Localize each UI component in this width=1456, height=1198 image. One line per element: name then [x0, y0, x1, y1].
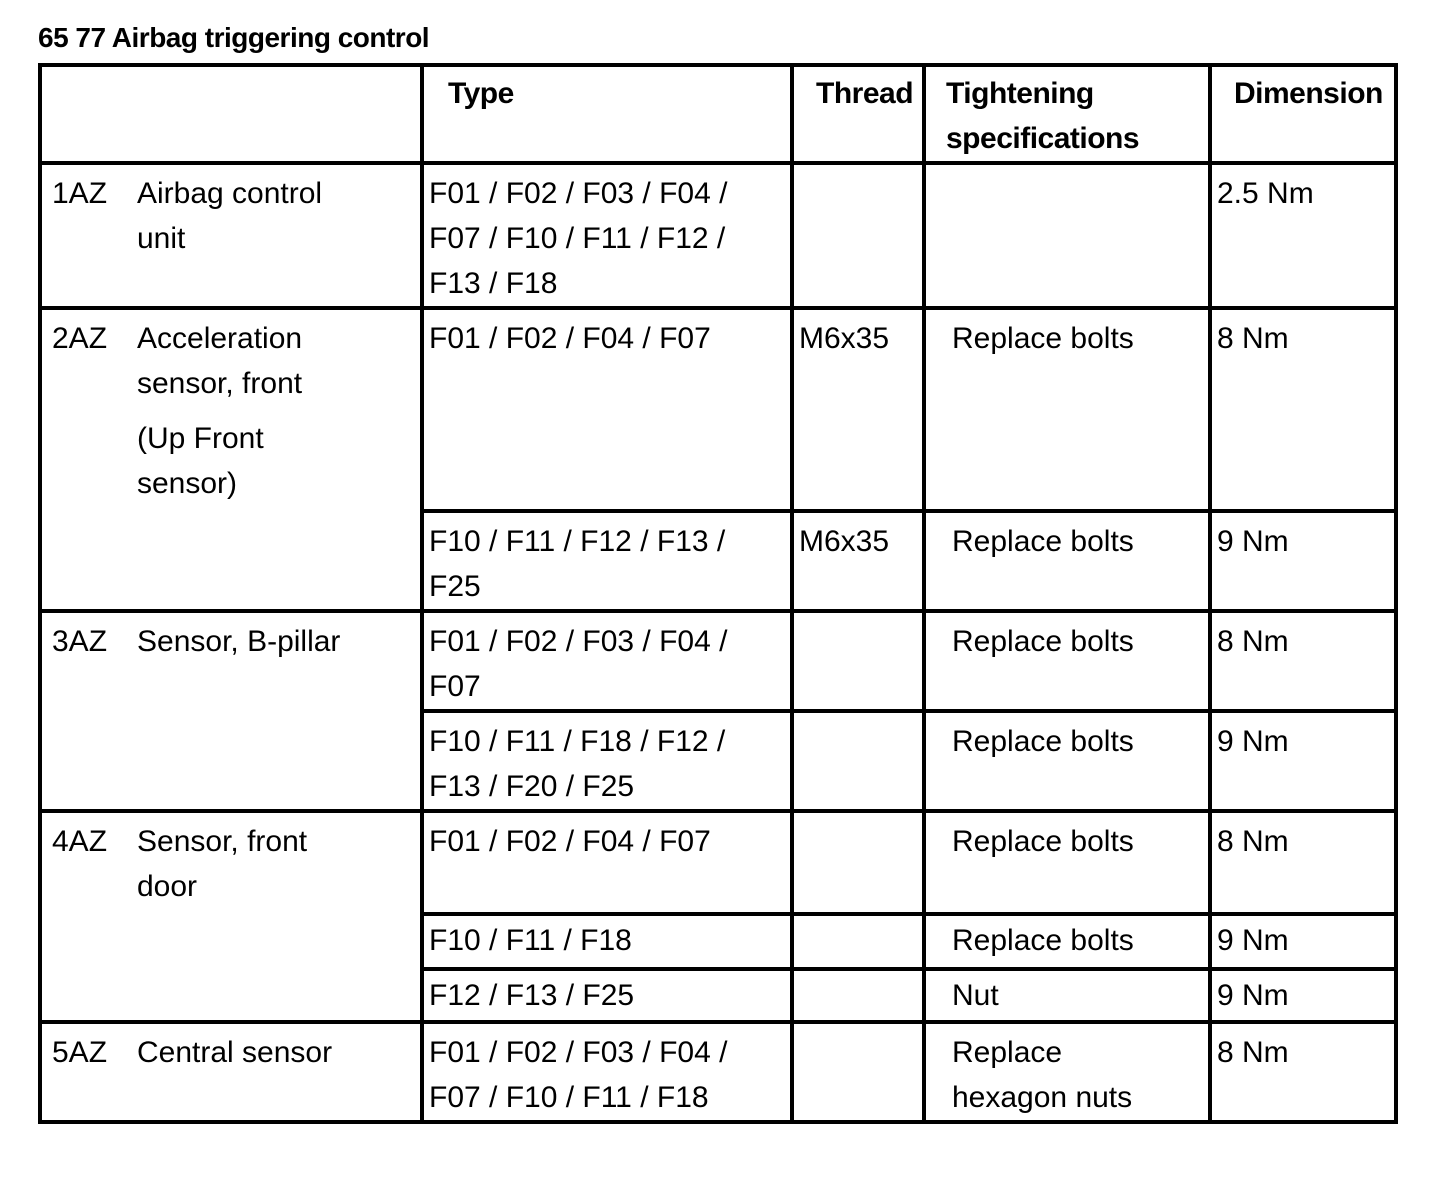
- dimension-cell: 8 Nm: [1210, 1022, 1396, 1122]
- dimension-cell: 9 Nm: [1210, 511, 1396, 611]
- spec-cell: Replace bolts: [924, 811, 1210, 914]
- type-cell: F01 / F02 / F03 / F04 / F07 / F10 / F11 / F12 / F13 / F18: [422, 163, 792, 308]
- thread-cell: [792, 1022, 924, 1122]
- type-cell: F01 / F02 / F04 / F07: [422, 308, 792, 511]
- dimension-cell: 8 Nm: [1210, 308, 1396, 511]
- component-code: 3AZ: [52, 625, 108, 658]
- dimension-cell: 8 Nm: [1210, 611, 1396, 711]
- spec-cell: Nut: [924, 969, 1210, 1022]
- thread-cell: [792, 969, 924, 1022]
- dimension-cell: 9 Nm: [1210, 711, 1396, 811]
- component-code: 1AZ: [52, 177, 108, 210]
- component-name: Central sensor: [137, 1036, 333, 1069]
- table-row: [40, 1022, 1396, 1122]
- component-code: 5AZ: [52, 1036, 108, 1069]
- component-name: Airbag control unit: [137, 177, 323, 255]
- component-code: 2AZ: [52, 322, 108, 355]
- component-cell: [40, 163, 422, 308]
- type-cell: F10 / F11 / F18 / F12 / F13 / F20 / F25: [422, 711, 792, 811]
- type-cell: F01 / F02 / F04 / F07: [422, 811, 792, 914]
- header-type: Type: [422, 65, 792, 163]
- dimension-cell: 9 Nm: [1210, 969, 1396, 1022]
- type-cell: F12 / F13 / F25: [422, 969, 792, 1022]
- component-cell: [40, 811, 422, 1022]
- component-name: Sensor, front door: [137, 825, 308, 903]
- dimension-cell: 8 Nm: [1210, 811, 1396, 914]
- spec-cell: Replace bolts: [924, 611, 1210, 711]
- thread-cell: [792, 163, 924, 308]
- header-dimension: Dimension: [1210, 65, 1396, 163]
- table-row: [40, 163, 1396, 308]
- spec-cell: Replace bolts: [924, 308, 1210, 511]
- thread-cell: M6x35: [792, 308, 924, 511]
- header-row: [40, 65, 1396, 163]
- type-cell: F10 / F11 / F18: [422, 914, 792, 969]
- spec-cell: [924, 163, 1210, 308]
- component-note: (Up Front sensor): [137, 422, 264, 500]
- component-cell: [40, 308, 422, 611]
- torque-spec-table: [38, 63, 1398, 1124]
- component-code: 4AZ: [52, 825, 108, 858]
- component-cell: [40, 1022, 422, 1122]
- component-name: Acceleration sensor, front: [137, 322, 303, 400]
- header-tightening-specifications: Tightening specifications: [924, 65, 1210, 163]
- spec-cell: Replace hexagon nuts: [924, 1022, 1210, 1122]
- dimension-cell: 9 Nm: [1210, 914, 1396, 969]
- component-cell: [40, 611, 422, 811]
- spec-cell: Replace bolts: [924, 511, 1210, 611]
- thread-cell: [792, 611, 924, 711]
- type-cell: F10 / F11 / F12 / F13 / F25: [422, 511, 792, 611]
- thread-cell: [792, 914, 924, 969]
- header-thread: Thread: [792, 65, 924, 163]
- thread-cell: [792, 811, 924, 914]
- thread-cell: M6x35: [792, 511, 924, 611]
- component-name: Sensor, B-pillar: [137, 625, 341, 658]
- document-title: 65 77 Airbag triggering control: [38, 22, 430, 53]
- dimension-cell: 2.5 Nm: [1210, 163, 1396, 308]
- table-row: [40, 308, 1396, 511]
- type-cell: F01 / F02 / F03 / F04 / F07 / F10 / F11 / F18: [422, 1022, 792, 1122]
- type-cell: F01 / F02 / F03 / F04 / F07: [422, 611, 792, 711]
- table-row: [40, 811, 1396, 914]
- header-blank: [40, 65, 422, 163]
- table-row: [40, 611, 1396, 711]
- spec-cell: Replace bolts: [924, 711, 1210, 811]
- thread-cell: [792, 711, 924, 811]
- spec-cell: Replace bolts: [924, 914, 1210, 969]
